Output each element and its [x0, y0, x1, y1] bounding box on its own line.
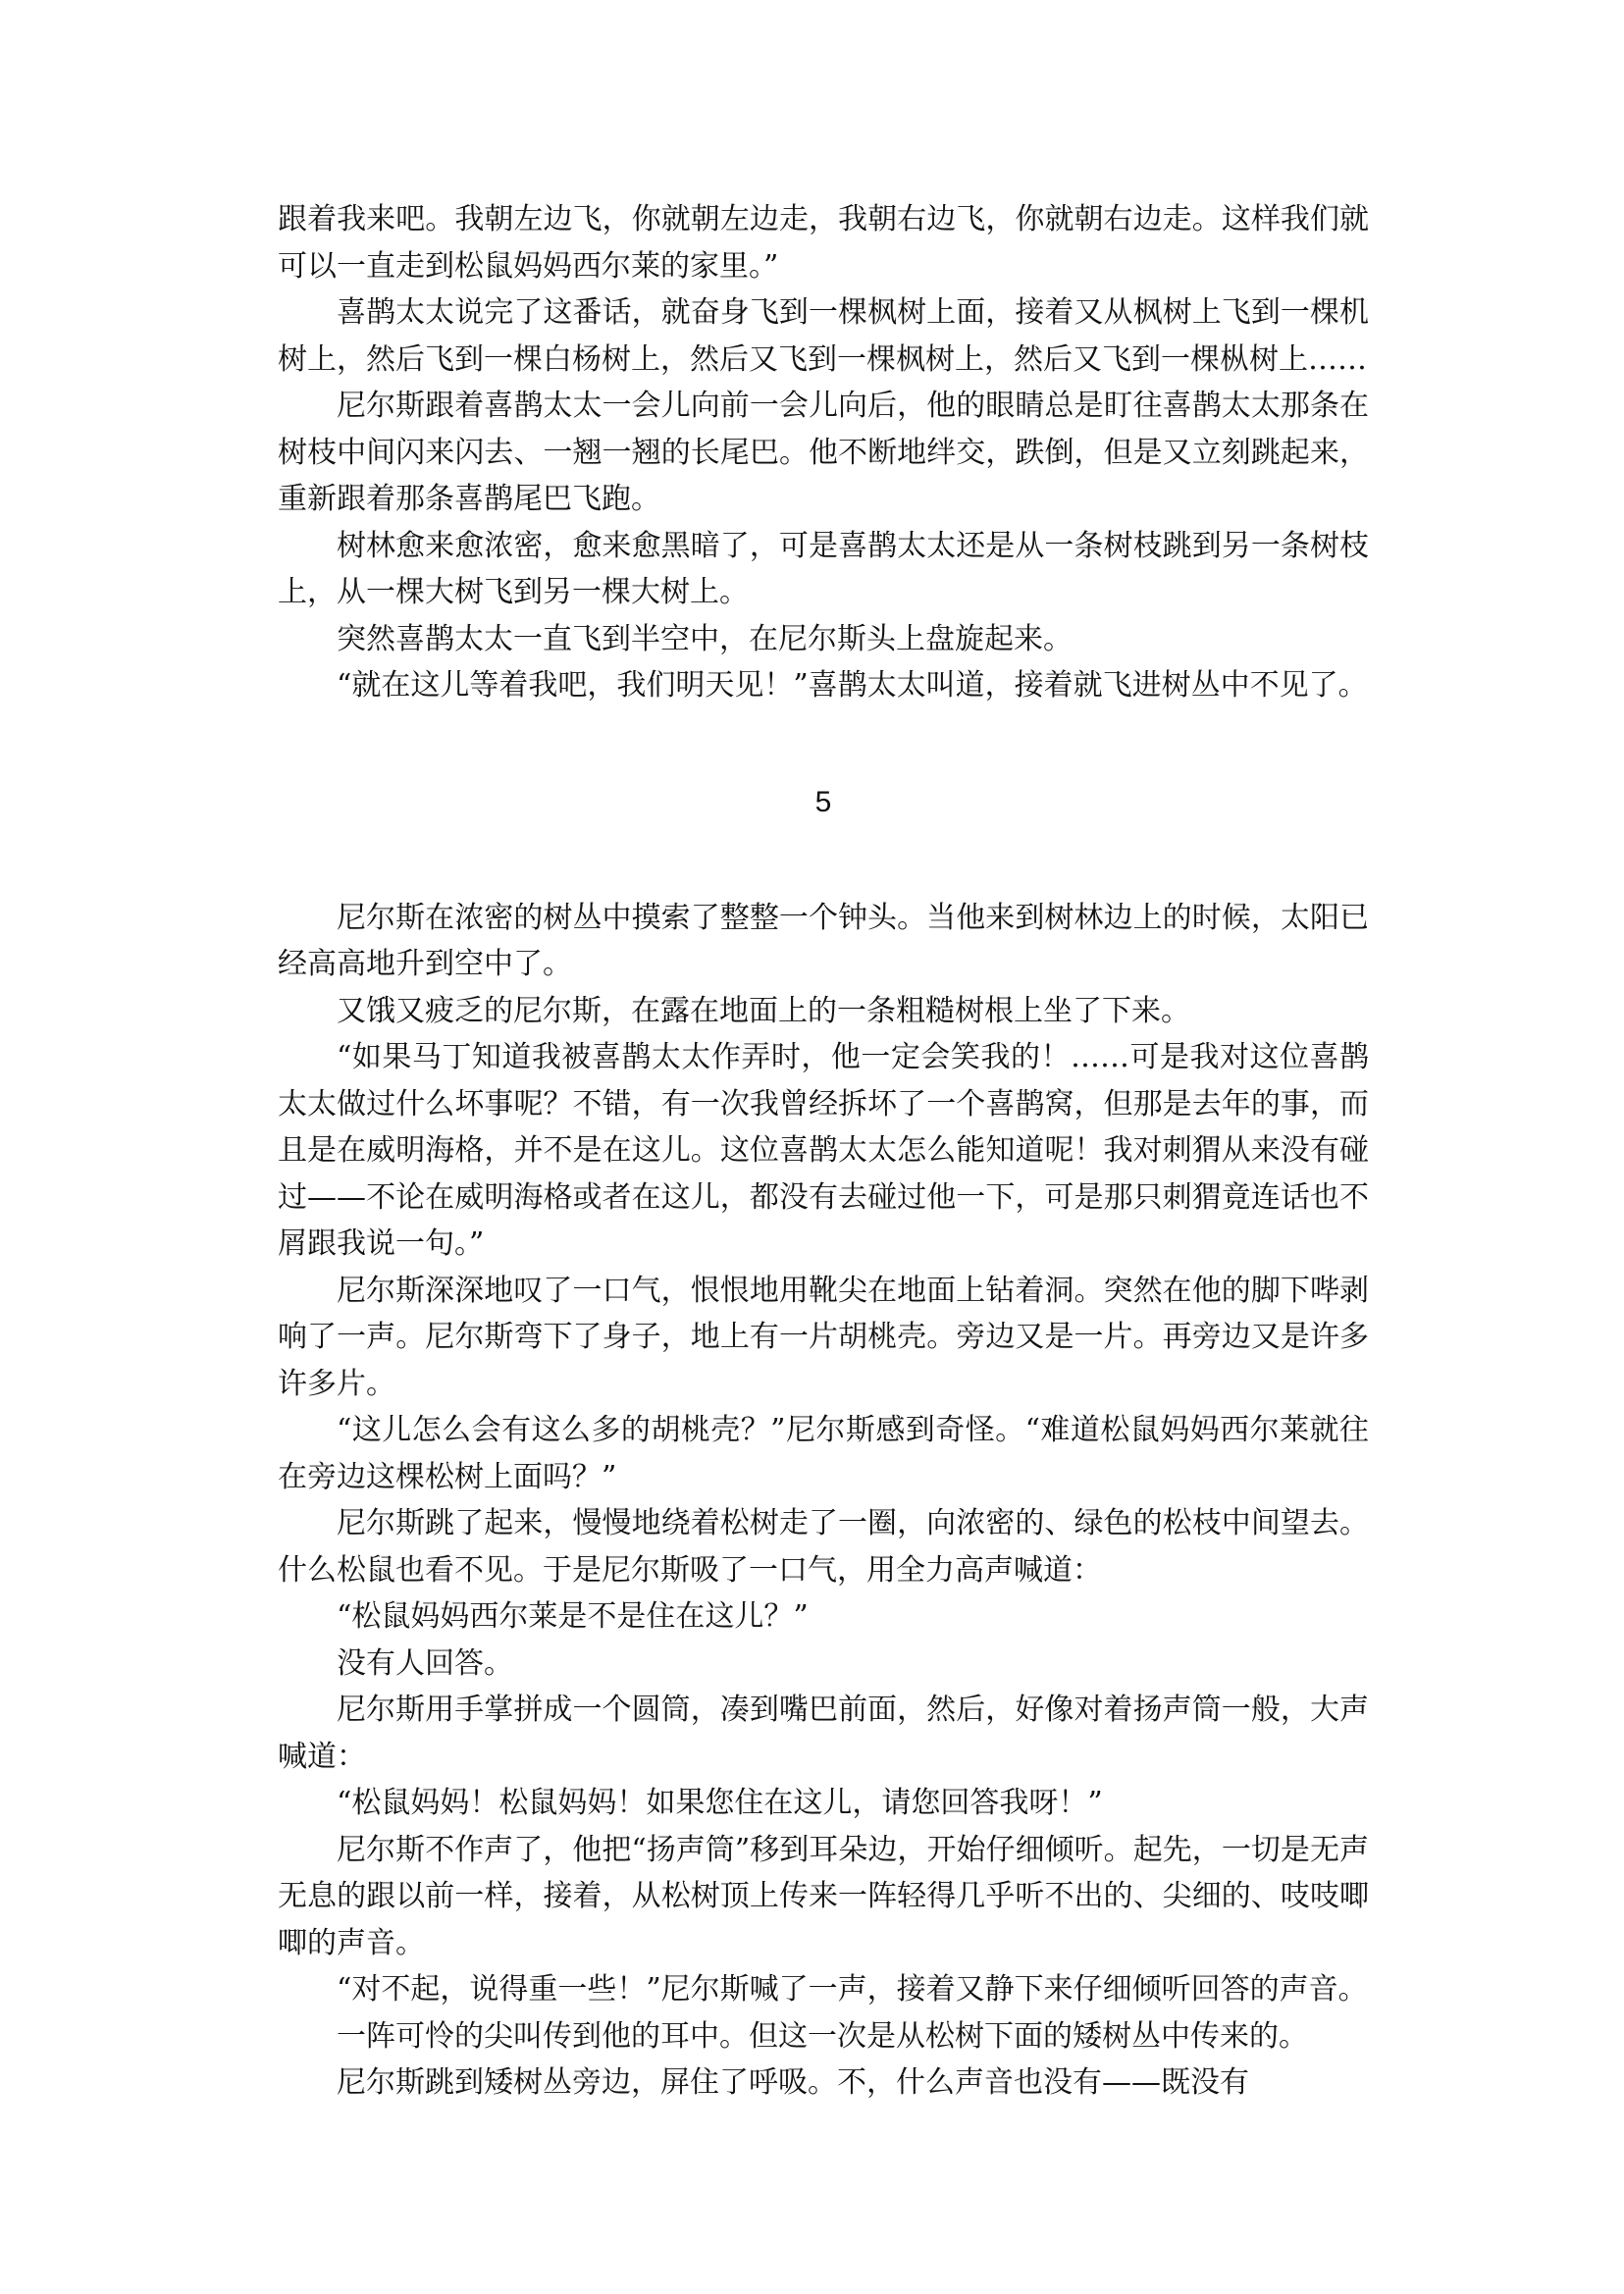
document-page [278, 196, 1369, 2107]
paragraph: 尼尔斯在浓密的树丛中摸索了整整一个钟头。当他来到树林边上的时候，太阳已经高高地升到空中了。 [278, 900, 1369, 981]
paragraph: 突然喜鹊太太一直飞到半空中，在尼尔斯头上盘旋起来。 [337, 621, 1073, 656]
paragraph: 一阵可怜的尖叫传到他的耳中。但这一次是从松树下面的矮树丛中传来的。 [337, 2018, 1308, 2054]
section-2 [278, 895, 1369, 2107]
paragraph: 尼尔斯跳了起来，慢慢地绕着松树走了一圈，向浓密的、绿色的松枝中间望去。什么松鼠也看不见。于是尼尔斯吸了一口气，用全力高声喊道： [278, 1506, 1369, 1588]
paragraph: 尼尔斯深深地叹了一口气，恨恨地用靴尖在地面上钻着洞。突然在他的脚下哔剥响了一声。尼尔斯弯下了身子，地上有一片胡桃壳。旁边又是一片。再旁边又是许多许多片。 [278, 1273, 1369, 1401]
paragraph: “对不起，说得重一些！”尼尔斯喊了一声，接着又静下来仔细倾听回答的声音。 [337, 1972, 1368, 2007]
paragraph: “松鼠妈妈！松鼠妈妈！如果您住在这儿，请您回答我呀！” [337, 1786, 1103, 1820]
paragraph: 又饿又疲乏的尼尔斯，在露在地面上的一条粗糙树根上坐了下来。 [337, 993, 1190, 1028]
paragraph: “如果马丁知道我被喜鹊太太作弄时，他一定会笑我的！……可是我对这位喜鹊太太做过什么坏事呢？不错，有一次我曾经拆坏了一个喜鹊窝，但那是去年的事，而且是在威明海格，并不是在这儿。这位喜鹊太太怎么能知道呢！我对刺猬从来没有碰过——不论在威明海格或者在这儿，都没有去碰过他一下，可是那只刺猬竟连话也不屑跟我说一句。” [278, 1040, 1369, 1261]
paragraph: 尼尔斯跳到矮树丛旁边，屏住了呼吸。不，什么声音也没有——既没有 [337, 2065, 1249, 2100]
paragraph: 喜鹊太太说完了这番话，就奋身飞到一棵枫树上面，接着又从枫树上飞到一棵机树上，然后飞到一棵白杨树上，然后又飞到一棵枫树上，然后又飞到一棵枞树上…… [278, 295, 1369, 377]
paragraph: 尼尔斯跟着喜鹊太太一会儿向前一会儿向后，他的眼睛总是盯往喜鹊太太那条在树枝中间闪来闪去、一翘一翘的长尾巴。他不断地绊交，跌倒，但是又立刻跳起来，重新跟着那条喜鹊尾巴飞跑。 [278, 389, 1369, 516]
paragraph: 尼尔斯用手掌拼成一个圆筒，凑到嘴巴前面，然后，好像对着扬声筒一般，大声喊道： [278, 1693, 1369, 1774]
paragraph: “松鼠妈妈西尔莱是不是住在这儿？” [337, 1599, 809, 1634]
paragraph: 树林愈来愈浓密，愈来愈黑暗了，可是喜鹊太太还是从一条树枝跳到另一条树枝上，从一棵大树飞到另一棵大树上。 [278, 528, 1369, 609]
paragraph: 跟着我来吧。我朝左边飞，你就朝左边走，我朝右边飞，你就朝右边走。这样我们就可以一直走到松鼠妈妈西尔莱的家里。” [278, 202, 1369, 284]
paragraph: “这儿怎么会有这么多的胡桃壳？”尼尔斯感到奇怪。“难道松鼠妈妈西尔莱就往在旁边这棵松树上面吗？” [278, 1413, 1369, 1494]
paragraph: 尼尔斯不作声了，他把“扬声筒”移到耳朵边，开始仔细倾听。起先，一切是无声无息的跟以前一样，接着，从松树顶上传来一阵轻得几乎听不出的、尖细的、吱吱唧唧的声音。 [278, 1832, 1369, 1960]
paragraph: “就在这儿等着我吧，我们明天见！”喜鹊太太叫道，接着就飞进树丛中不见了。 [337, 668, 1368, 703]
paragraph: 没有人回答。 [337, 1645, 513, 1681]
section-1 [278, 196, 1369, 709]
chapter-heading: 5 [814, 785, 832, 818]
